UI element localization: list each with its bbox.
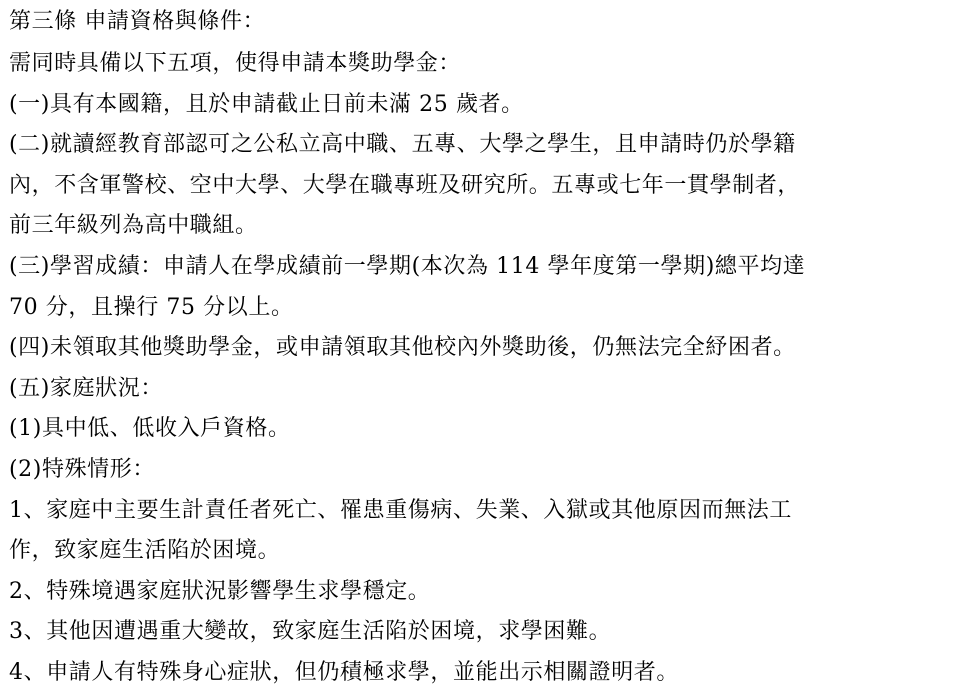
condition-1-line: (一)具有本國籍，且於申請截止日前未滿 25 歲者。	[9, 91, 524, 117]
condition-5-line: (五)家庭狀況：	[9, 375, 163, 401]
article-heading: 第三條 申請資格與條件：	[9, 9, 266, 34]
condition-3-line-1: (三)學習成績：申請人在學成績前一學期(本次為 114 學年度第一學期)總平均達	[9, 253, 806, 279]
special-case-3-line: 3、其他因遭遇重大變故，致家庭生活陷於困境，求學困難。	[9, 619, 612, 645]
special-case-1-line-1: 1、家庭中主要生計責任者死亡、罹患重傷病、失業、入獄或其他原因而無法工	[9, 497, 792, 523]
document-body	[9, 0, 959, 694]
condition-3-line-2: 70 分，且操行 75 分以上。	[9, 294, 294, 320]
special-case-1-line-2: 作，致家庭生活陷於困境。	[9, 538, 281, 564]
condition-4-line: (四)未領取其他獎助學金，或申請領取其他校內外獎助後，仍無法完全紓困者。	[9, 335, 796, 361]
sub-item-1-line: (1)具中低、低收入戶資格。	[9, 416, 291, 442]
special-case-4-line: 4、申請人有特殊身心症狀，但仍積極求學，並能出示相關證明者。	[9, 659, 679, 685]
intro-line: 需同時具備以下五項，使得申請本獎助學金：	[9, 51, 462, 76]
sub-item-2-line: (2)特殊情形：	[9, 456, 155, 482]
condition-2-line-1: (二)就讀經教育部認可之公私立高中職、五專、大學之學生，且申請時仍於學籍	[9, 132, 796, 158]
special-case-2-line: 2、特殊境遇家庭狀況影響學生求學穩定。	[9, 578, 431, 604]
condition-2-line-3: 前三年級列為高中職組。	[9, 213, 258, 239]
condition-2-line-2: 內，不含軍警校、空中大學、大學在職專班及研究所。五專或七年一貫學制者，	[9, 172, 801, 198]
